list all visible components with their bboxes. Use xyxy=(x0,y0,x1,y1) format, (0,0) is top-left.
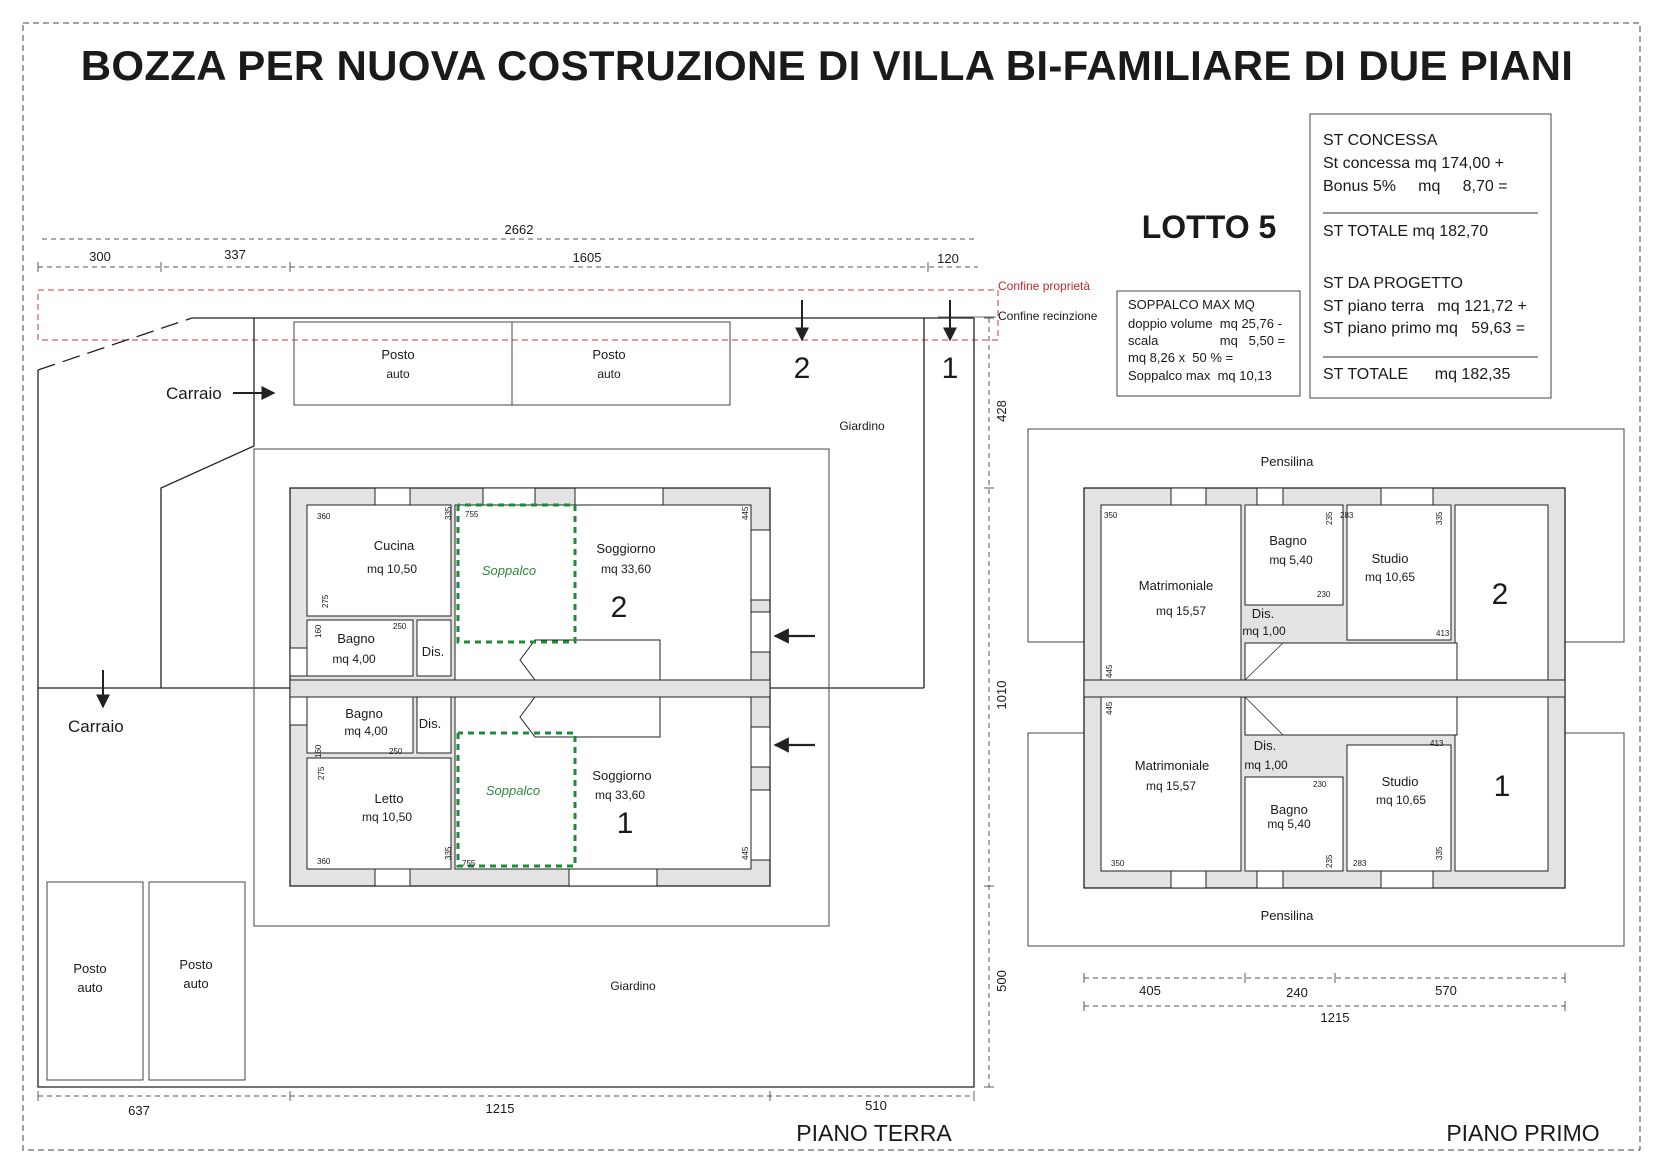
giardino-bottom-label: Giardino xyxy=(610,979,656,993)
note-ff-335-bottom: 335 xyxy=(1435,846,1444,860)
ff-unit-2-number: 2 xyxy=(1491,578,1509,611)
note-gf-360-bottom: 360 xyxy=(317,857,331,866)
ff-dis-1-label: Dis. xyxy=(1253,738,1277,753)
gf-cucina-area: mq 10,50 xyxy=(366,562,418,576)
first-floor-building xyxy=(1084,488,1565,888)
note-gf-445-top: 445 xyxy=(741,506,750,520)
gf-cucina-label: Cucina xyxy=(373,538,415,553)
ff-matrimoniale-1-label: Matrimoniale xyxy=(1134,758,1210,773)
posto-auto-3-sub: auto xyxy=(77,980,103,995)
note-ff-413-bottom: 413 xyxy=(1430,739,1444,748)
gf-soppalco-2-label: Soppalco xyxy=(481,563,537,578)
giardino-top-label: Giardino xyxy=(839,419,885,433)
gf-bagno-1-label: Bagno xyxy=(345,706,383,721)
note-ff-335-top: 335 xyxy=(1435,511,1444,525)
soppalco-scala: scala mq 5,50 = xyxy=(1128,333,1286,348)
note-ff-413-top: 413 xyxy=(1436,629,1450,638)
note-gf-275-bottom: 275 xyxy=(317,766,326,780)
right-dimensions xyxy=(984,318,1009,1087)
st-concessa-heading: ST CONCESSA xyxy=(1323,132,1438,149)
gf-dis-2-label: Dis. xyxy=(421,644,445,659)
bottom-dimensions xyxy=(38,1091,974,1118)
posto-auto-2-sub: auto xyxy=(597,367,621,381)
dim-1010: 1010 xyxy=(994,680,1009,710)
dim-510: 510 xyxy=(865,1098,887,1113)
dim-total-width: 2662 xyxy=(504,222,534,237)
st-totale-progetto: ST TOTALE mq 182,35 xyxy=(1323,366,1511,383)
parking-top xyxy=(294,322,730,405)
ff-dis-2-area: mq 1,00 xyxy=(1242,624,1286,638)
ff-unit-1-number: 1 xyxy=(1493,770,1511,803)
soppalco-max: Soppalco max mq 10,13 xyxy=(1128,368,1272,383)
note-gf-160-bottom: 160 xyxy=(314,744,323,758)
st-progetto-heading: ST DA PROGETTO xyxy=(1323,275,1463,292)
gf-soggiorno-1-area: mq 33,60 xyxy=(594,788,646,802)
pensilina-bottom-label: Pensilina xyxy=(1260,908,1314,923)
note-ff-350-bottom: 350 xyxy=(1111,859,1125,868)
ff-matrimoniale-1-area: mq 15,57 xyxy=(1145,779,1197,793)
confine-proprieta-label: Confine proprietà xyxy=(998,279,1091,293)
note-gf-335-bottom: 335 xyxy=(444,846,453,860)
note-ff-235-top: 235 xyxy=(1325,511,1334,525)
gf-dis-1-label: Dis. xyxy=(418,716,442,731)
note-gf-755-bottom: 755 xyxy=(462,859,476,868)
note-ff-350-top: 350 xyxy=(1104,511,1118,520)
ff-studio-2-label: Studio xyxy=(1371,551,1409,566)
note-ff-230-top: 230 xyxy=(1317,590,1331,599)
ff-bagno-1-area: mq 5,40 xyxy=(1267,817,1311,831)
note-ff-445-bottom: 445 xyxy=(1105,701,1114,715)
note-ff-283-bottom: 283 xyxy=(1353,859,1367,868)
soppalco-doppio-volume: doppio volume mq 25,76 - xyxy=(1128,316,1282,331)
ff-dis-1-area: mq 1,00 xyxy=(1244,758,1288,772)
st-concessa-line: St concessa mq 174,00 + xyxy=(1323,155,1504,172)
note-ff-230-bottom: 230 xyxy=(1313,780,1327,789)
dim-120: 120 xyxy=(937,251,959,266)
ff-dis-2-label: Dis. xyxy=(1251,606,1275,621)
piano-primo-label: PIANO PRIMO xyxy=(1446,1120,1600,1146)
posto-auto-4-label: Posto xyxy=(179,957,213,972)
posto-auto-1-sub: auto xyxy=(386,367,410,381)
soppalco-box-title: SOPPALCO MAX MQ xyxy=(1128,297,1255,312)
entry-2-label: 2 xyxy=(793,352,811,385)
st-summary-box xyxy=(1310,114,1551,398)
dim-337: 337 xyxy=(224,247,246,262)
parking-bottom xyxy=(47,882,245,1080)
note-gf-275-top: 275 xyxy=(321,594,330,608)
gf-soggiorno-1-label: Soggiorno xyxy=(592,768,652,783)
property-boundary xyxy=(38,290,998,340)
gf-letto-label: Letto xyxy=(374,791,404,806)
note-gf-335-top: 335 xyxy=(444,506,453,520)
dim-ff-570: 570 xyxy=(1435,983,1457,998)
soppalco-max-box xyxy=(1117,291,1300,396)
posto-auto-3-label: Posto xyxy=(73,961,107,976)
pensilina-top-label: Pensilina xyxy=(1260,454,1314,469)
note-gf-250-bottom: 250 xyxy=(389,747,403,756)
gf-unit-1-number: 1 xyxy=(616,807,634,840)
dim-637: 637 xyxy=(128,1103,150,1118)
dim-300: 300 xyxy=(89,249,111,264)
gf-soppalco-1-label: Soppalco xyxy=(485,783,541,798)
gf-letto-area: mq 10,50 xyxy=(361,810,413,824)
dim-1215: 1215 xyxy=(485,1101,515,1116)
st-piano-terra-line: ST piano terra mq 121,72 + xyxy=(1323,298,1527,315)
dim-ff-1215: 1215 xyxy=(1320,1010,1350,1025)
dim-1605: 1605 xyxy=(572,250,602,265)
dim-500: 500 xyxy=(994,970,1009,992)
dim-428: 428 xyxy=(994,400,1009,422)
note-ff-445-top: 445 xyxy=(1105,664,1114,678)
confine-recinzione-label: Confine recinzione xyxy=(998,309,1098,323)
note-ff-283-top: 283 xyxy=(1340,511,1354,520)
piano-terra-label: PIANO TERRA xyxy=(796,1120,952,1146)
ff-studio-1-area: mq 10,65 xyxy=(1375,793,1427,807)
note-ff-235-bottom: 235 xyxy=(1325,854,1334,868)
soppalco-calc: mq 8,26 x 50 % = xyxy=(1128,350,1234,365)
note-gf-445-bottom: 445 xyxy=(741,846,750,860)
posto-auto-1-label: Posto xyxy=(381,347,415,362)
gf-bagno-2-label: Bagno xyxy=(337,631,375,646)
gf-bagno-1-area: mq 4,00 xyxy=(344,724,388,738)
ff-bagno-2-area: mq 5,40 xyxy=(1269,553,1313,567)
dim-ff-240: 240 xyxy=(1286,985,1308,1000)
note-gf-250-top: 250 xyxy=(393,622,407,631)
posto-auto-2-label: Posto xyxy=(592,347,626,362)
dim-ff-405: 405 xyxy=(1139,983,1161,998)
ground-floor-building xyxy=(290,488,770,886)
posto-auto-4-sub: auto xyxy=(183,976,209,991)
gf-soggiorno-2-area: mq 33,60 xyxy=(600,562,652,576)
note-gf-160-top: 160 xyxy=(314,624,323,638)
note-gf-360-top: 360 xyxy=(317,512,331,521)
gf-unit-2-number: 2 xyxy=(610,591,628,624)
ff-bagno-2-label: Bagno xyxy=(1269,533,1307,548)
ff-studio-1-label: Studio xyxy=(1381,774,1419,789)
st-totale-concessa: ST TOTALE mq 182,70 xyxy=(1323,223,1489,240)
entry-1-label: 1 xyxy=(941,352,959,385)
carraio-top-label: Carraio xyxy=(166,384,222,403)
carraio-bottom-label: Carraio xyxy=(68,717,124,736)
ff-bagno-1-label: Bagno xyxy=(1270,802,1308,817)
st-bonus-line: Bonus 5% mq 8,70 = xyxy=(1323,178,1508,195)
ff-studio-2-area: mq 10,65 xyxy=(1364,570,1416,584)
gf-bagno-2-area: mq 4,00 xyxy=(332,652,376,666)
ff-matrimoniale-2-label: Matrimoniale xyxy=(1138,578,1214,593)
top-dimensions xyxy=(38,222,978,272)
note-gf-755-top: 755 xyxy=(465,510,479,519)
ff-matrimoniale-2-area: mq 15,57 xyxy=(1155,604,1207,618)
gf-soggiorno-2-label: Soggiorno xyxy=(596,541,656,556)
lotto-label: LOTTO 5 xyxy=(1141,209,1277,245)
st-piano-primo-line: ST piano primo mq 59,63 = xyxy=(1323,320,1526,337)
drawing-title: BOZZA PER NUOVA COSTRUZIONE DI VILLA BI-FAMILIARE DI DUE PIANI xyxy=(80,42,1574,89)
first-floor-dimensions xyxy=(1084,973,1565,1025)
